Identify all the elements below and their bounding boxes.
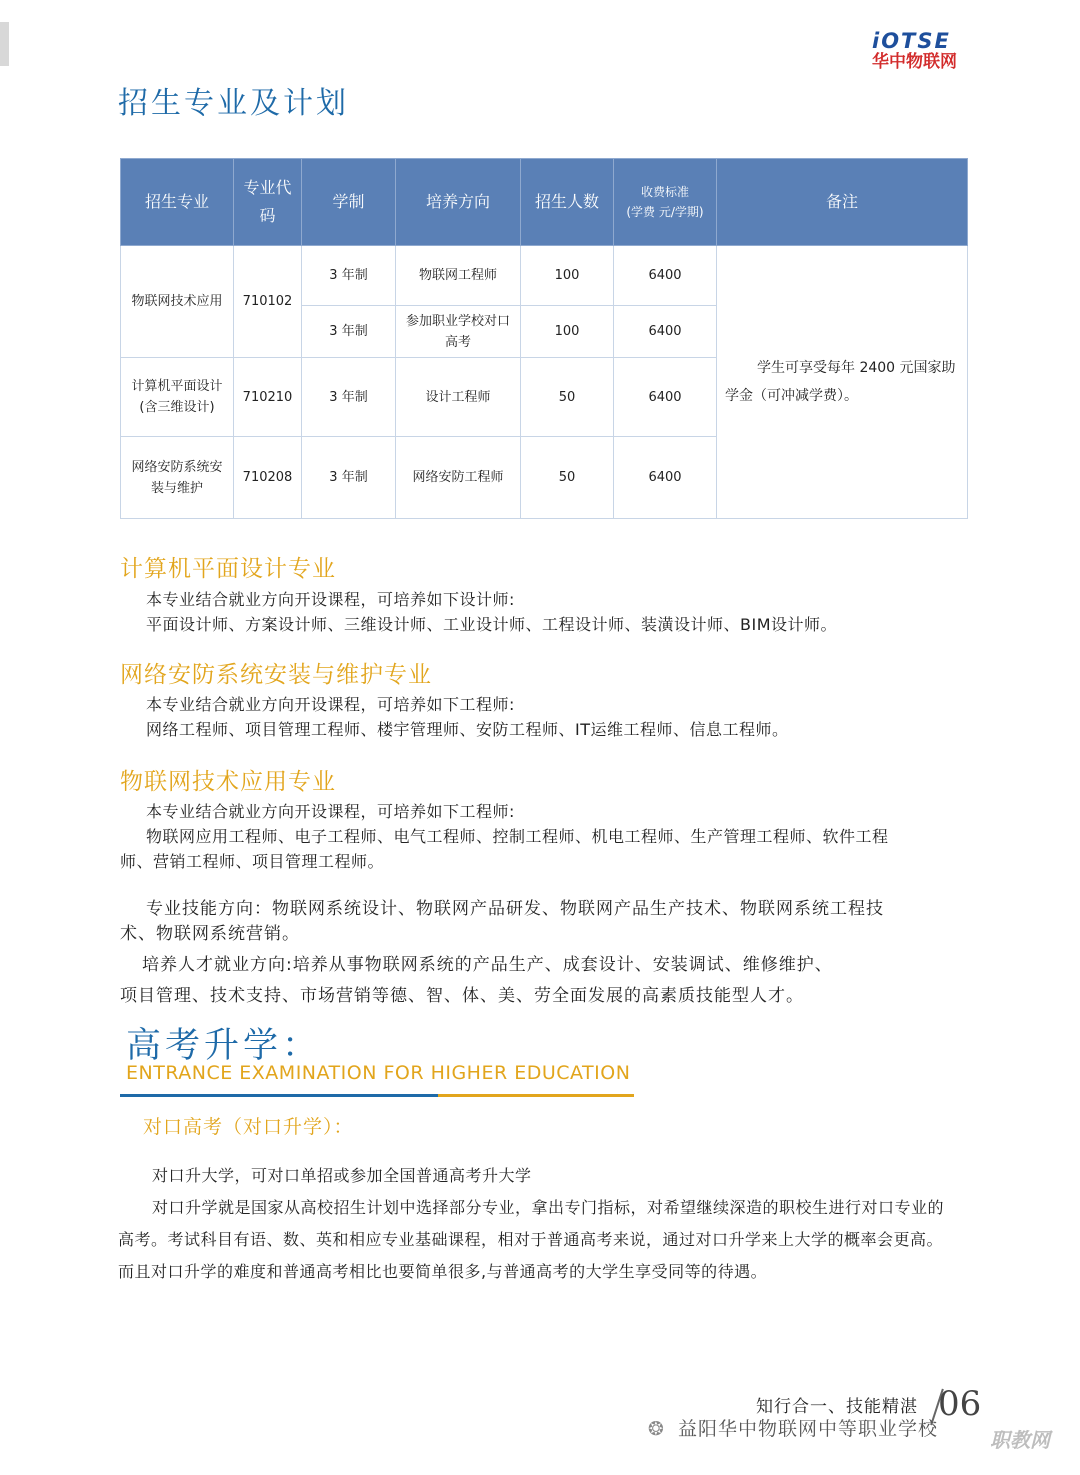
cell-remark: 学生可享受每年 2400 元国家助 学金（可冲减学费）。: [717, 246, 968, 519]
header-fee: 收费标准 (学费 元/学期): [614, 159, 717, 246]
cell-count: 100: [521, 306, 614, 358]
header-direction: 培养方向: [396, 159, 521, 246]
cell-direction: 设计工程师: [396, 358, 521, 437]
cell-code: 710210: [234, 358, 302, 437]
cell-count: 50: [521, 437, 614, 519]
wechat-icon: ❂: [648, 1418, 665, 1440]
page-title: 招生专业及计划: [118, 86, 349, 121]
corner-mark: [0, 22, 9, 66]
gaokao-rule-blue: [120, 1094, 438, 1097]
cell-count: 50: [521, 358, 614, 437]
duikou-body: 对口升大学，可对口单招或参加全国普通高考升大学 对口升学就是国家从高校招生计划中选择部分专业，拿出专门指标，对希望继续深造的职校生进行对口专业的高考。考试科目有语、数、英和相应专业基础课程，相对于普通高考来说，通过对口升学来上大学的概率会更高。而且对口升学的难度和普通高考相比也要简单很多,与普通高考的大学生享受同等的待遇。: [118, 1166, 945, 1281]
watermark: 职教网: [990, 1428, 1050, 1452]
section-title-graphic-design: 计算机平面设计专业: [120, 556, 336, 582]
cell-fee: 6400: [614, 358, 717, 437]
cell-fee: 6400: [614, 306, 717, 358]
header-system: 学制: [302, 159, 396, 246]
enrollment-table: [120, 158, 968, 519]
school-logo: [872, 30, 982, 72]
duikou-title: 对口高考（对口升学）：: [143, 1116, 354, 1138]
cell-code: 710208: [234, 437, 302, 519]
cell-direction: 参加职业学校对口 高考: [396, 306, 521, 358]
wechat-account-name: 益阳华中物联网中等职业学校: [678, 1418, 939, 1440]
gaokao-subtitle: ENTRANCE EXAMINATION FOR HIGHER EDUCATION: [126, 1062, 631, 1084]
cell-system: 3 年制: [302, 437, 396, 519]
skills-paragraph: 专业技能方向：物联网系统设计、物联网产品研发、物联网产品生产技术、物联网系统工程技 术、物联网系统营销。 培养人才就业方向:培养从事物联网系统的产品生产、成套设计、安装调试、维修维护、 项目管理、技术支持、市场营销等德、智、体、美、劳全面发展的高素质技能型人才。: [120, 899, 884, 1006]
cell-count: 100: [521, 246, 614, 306]
cell-code: 710102: [234, 246, 302, 358]
cell-fee: 6400: [614, 246, 717, 306]
section-body-graphic-design: 本专业结合就业方向开设课程，可培养如下设计师: 平面设计师、方案设计师、三维设计师、工业设计师、工程设计师、装潢设计师、BIM设计师。: [146, 590, 838, 634]
cell-major: 网络安防系统安 装与维护: [121, 437, 234, 519]
section-title-security: 网络安防系统安装与维护专业: [120, 662, 432, 688]
logo-chinese: 华中物联网: [872, 52, 957, 72]
cell-major: 物联网技术应用: [121, 246, 234, 358]
section-body-iot-cont: 师、营销工程师、项目管理工程师。: [120, 852, 385, 871]
cell-system: 3 年制: [302, 246, 396, 306]
header-code: 专业代 码: [234, 159, 302, 246]
header-major: 招生专业: [121, 159, 234, 246]
cell-system: 3 年制: [302, 306, 396, 358]
footer-motto: 知行合一、技能精湛: [756, 1397, 918, 1417]
table-header-row: [121, 159, 968, 246]
logo-english: iOTSE: [872, 29, 951, 53]
wechat-account: [648, 1414, 938, 1441]
gaokao-title: 高考升学：: [126, 1026, 322, 1066]
gaokao-rule-gold: [438, 1094, 634, 1097]
cell-fee: 6400: [614, 437, 717, 519]
table-row: [121, 246, 968, 306]
cell-major: 计算机平面设计 (含三维设计): [121, 358, 234, 437]
cell-direction: 网络安防工程师: [396, 437, 521, 519]
section-body-security: 本专业结合就业方向开设课程，可培养如下工程师: 网络工程师、项目管理工程师、楼宇管理师、安防工程师、IT运维工程师、信息工程师。: [146, 695, 789, 739]
header-count: 招生人数: [521, 159, 614, 246]
header-remark: 备注: [717, 159, 968, 246]
section-body-iot: 本专业结合就业方向开设课程，可培养如下工程师: 物联网应用工程师、电子工程师、电气工程师、控制工程师、机电工程师、生产管理工程师、软件工程: [146, 802, 889, 846]
cell-system: 3 年制: [302, 358, 396, 437]
section-title-iot: 物联网技术应用专业: [120, 769, 336, 795]
page-number: 06: [938, 1384, 982, 1424]
cell-direction: 物联网工程师: [396, 246, 521, 306]
